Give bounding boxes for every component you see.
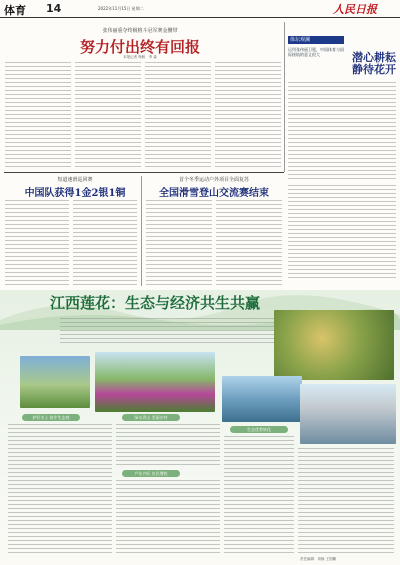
flower-field-photo <box>95 352 215 412</box>
story2-kicker: 短道速滑巡回赛 <box>57 177 93 183</box>
issue-date: 2022年11月15日 星期二 <box>98 6 144 11</box>
story3-headline: 全国滑雪登山交流赛结束 <box>159 188 269 199</box>
column-title-line-2: 静待花开 <box>352 63 396 76</box>
industrial-park-photo <box>300 384 396 444</box>
village-photo <box>20 356 90 408</box>
section-rule <box>4 172 284 173</box>
feature-pill-4: 产业兴旺 农民增收 <box>122 470 180 477</box>
column-title <box>352 51 396 76</box>
column-lead: 运用张伟丽卫冕，中国体育与国际接轨的意义很大 <box>288 47 344 57</box>
column-title-line-1: 潜心耕耘 <box>352 51 396 64</box>
lake-photo <box>222 376 302 422</box>
feature-pill-2: 绿水青山 美丽乡村 <box>122 414 180 421</box>
column-text <box>288 82 396 182</box>
top-story-kicker: 张伟丽重夺终极格斗冠军赛金腰带 <box>102 28 178 34</box>
column-tag: 体坛观澜 <box>288 36 344 44</box>
story3-text-col-1 <box>146 200 212 286</box>
column-divider <box>284 22 285 172</box>
fruit-photo <box>274 310 394 380</box>
column-text-2 <box>288 185 396 280</box>
editor-credit: 责任编辑：刘焕 王国鹏 <box>300 557 337 561</box>
feature-pill-1: 护好水土 筑牢生态底 <box>22 414 80 421</box>
story-divider <box>141 176 142 286</box>
top-story-byline: 本报记者 杨帆 李 森 <box>123 55 157 59</box>
story2-text-col-2 <box>73 200 137 286</box>
feature-pill-3: 生态优势转化 <box>230 426 288 433</box>
feature-title: 江西莲花：生态与经济共生共赢 <box>50 294 261 312</box>
top-story-headline: 努力付出终有回报 <box>79 38 200 56</box>
feature-text-col-2b <box>116 480 220 554</box>
feature-text-col-4 <box>298 448 394 554</box>
feature-text-col-1 <box>8 424 112 554</box>
story2-headline: 中国队获得1金2银1铜 <box>24 188 126 199</box>
story3-text-col-2 <box>216 200 282 286</box>
page-number: 14 <box>46 2 62 15</box>
newspaper-logo: 人民日报 <box>333 3 377 16</box>
story3-kicker: 首个冬季运动户外项目全面复苏 <box>178 177 249 183</box>
top-story-text-col-4 <box>215 62 281 168</box>
section-name: 体育 <box>4 4 26 17</box>
story2-text-col-1 <box>5 200 69 286</box>
top-story-text-col-1 <box>5 62 71 168</box>
top-story-text-col-3 <box>145 62 211 168</box>
feature-intro-text <box>60 318 280 346</box>
feature-text-col-2a <box>116 424 220 468</box>
top-story-text-col-2 <box>75 62 141 168</box>
feature-text-col-3 <box>224 436 294 554</box>
